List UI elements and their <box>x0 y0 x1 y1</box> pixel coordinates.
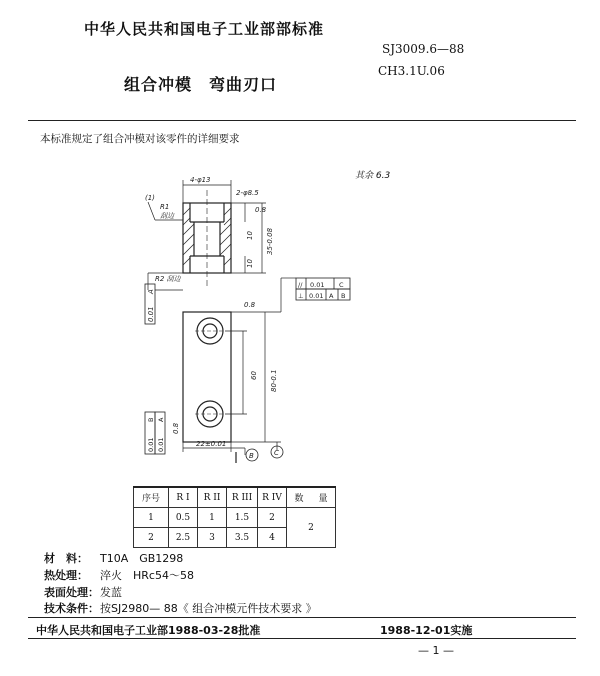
r1-label: R1 <box>160 203 170 211</box>
surface-value: 发蓝 <box>100 586 122 599</box>
material-label: 材 料： <box>44 552 88 565</box>
dim-80-label: 80-0.1 <box>270 369 278 392</box>
datum-c-marker: C <box>274 449 279 457</box>
datum-b-marker: B <box>249 452 254 460</box>
datum-1-label: (1) <box>145 194 155 202</box>
table-row <box>134 508 336 528</box>
table-cell: 0.5 <box>169 508 198 528</box>
r1-note: 刮边 <box>160 212 174 220</box>
approval-line: 中华人民共和国电子工业部1988-03-28批准 <box>36 624 261 637</box>
table-cell: 4 <box>258 528 287 548</box>
qty-cell: 2 <box>287 508 336 548</box>
rough-mid-label: 0.8 <box>244 301 256 309</box>
header-index: 序号 <box>134 487 169 508</box>
height-total-label: 35-0.08 <box>266 227 274 255</box>
fcf-row2-symbol: ⊥ <box>298 292 304 300</box>
fcf-row1-value: 0.01 <box>310 281 325 289</box>
bottom-frame-2-datum: A <box>157 417 165 422</box>
standard-organization: 中华人民共和国电子工业部部标准 <box>84 20 325 38</box>
fcf-row2-datum-b: B <box>341 292 346 300</box>
header-r2: R II <box>198 487 227 508</box>
bottom-frame-1-value: 0.01 <box>147 437 155 452</box>
bottom-frame-1-datum: B <box>147 417 155 422</box>
standard-code: SJ3009.6—88 <box>382 42 465 56</box>
heat-value: 淬火 HRc54～58 <box>100 569 194 582</box>
rough-side-label: 0.8 <box>172 422 180 434</box>
table-cell: 1 <box>134 508 169 528</box>
footer-divider-bottom <box>28 638 576 639</box>
header-qty-2: 量 <box>311 487 336 508</box>
hole-count-label: 2-φ8.5 <box>236 189 259 197</box>
document-title: 组合冲模 弯曲刃口 <box>124 75 278 94</box>
table-header-row <box>134 487 336 508</box>
intro-text: 本标准规定了组合冲模对该零件的详细要求 <box>40 133 240 145</box>
left-tolerance-ref: A <box>147 289 155 294</box>
header-r4: R IV <box>258 487 287 508</box>
dim-60-label: 60 <box>250 371 258 380</box>
fcf-row1-symbol: // <box>298 281 303 289</box>
material-value: T10A GB1298 <box>100 552 184 565</box>
fcf-row2-value: 0.01 <box>309 292 324 300</box>
tech-label: 技术条件： <box>44 602 99 615</box>
top-dimension-label: 4-φ13 <box>190 176 211 184</box>
rough-top-label: 0.8 <box>255 206 267 214</box>
header-r1: R I <box>169 487 198 508</box>
classification-code: CH3.1U.06 <box>378 64 445 78</box>
parameters-table <box>133 486 336 548</box>
fcf-row2-datum-a: A <box>329 292 334 300</box>
heat-label: 热处理： <box>44 569 88 582</box>
left-tolerance-value: 0.01 <box>147 306 155 322</box>
rII-note: R2 刮边 <box>155 275 181 283</box>
table-cell: 3.5 <box>227 528 258 548</box>
spec-technical-conditions <box>44 600 317 616</box>
surface-label: 表面处理： <box>44 586 99 599</box>
footer-divider-top <box>28 617 576 618</box>
front-view-outline <box>183 312 231 442</box>
table-cell: 2 <box>258 508 287 528</box>
surface-roughness-note: 其余 6.3 <box>355 171 391 181</box>
table-cell: 3 <box>198 528 227 548</box>
spec-material <box>44 550 183 566</box>
bottom-frame-2-value: 0.01 <box>157 437 165 452</box>
effective-date: 1988-12-01实施 <box>380 624 473 637</box>
spec-surface-treatment <box>44 584 122 600</box>
spec-heat-treatment <box>44 567 194 583</box>
depth-upper-label: 10 <box>246 231 254 240</box>
table-cell: 2 <box>134 528 169 548</box>
table-cell: 1 <box>198 508 227 528</box>
header-qty-1: 数 <box>287 487 312 508</box>
fcf-row1-datum: C <box>339 281 344 289</box>
header-r3: R III <box>227 487 258 508</box>
table-cell: 1.5 <box>227 508 258 528</box>
tech-value: 按SJ2980— 88《 组合冲模元件技术要求 》 <box>100 602 317 615</box>
page-number: — 1 — <box>418 644 454 657</box>
depth-lower-label: 10 <box>246 259 254 268</box>
dim-22-label: 22±0.01 <box>196 440 227 448</box>
table-cell: 2.5 <box>169 528 198 548</box>
